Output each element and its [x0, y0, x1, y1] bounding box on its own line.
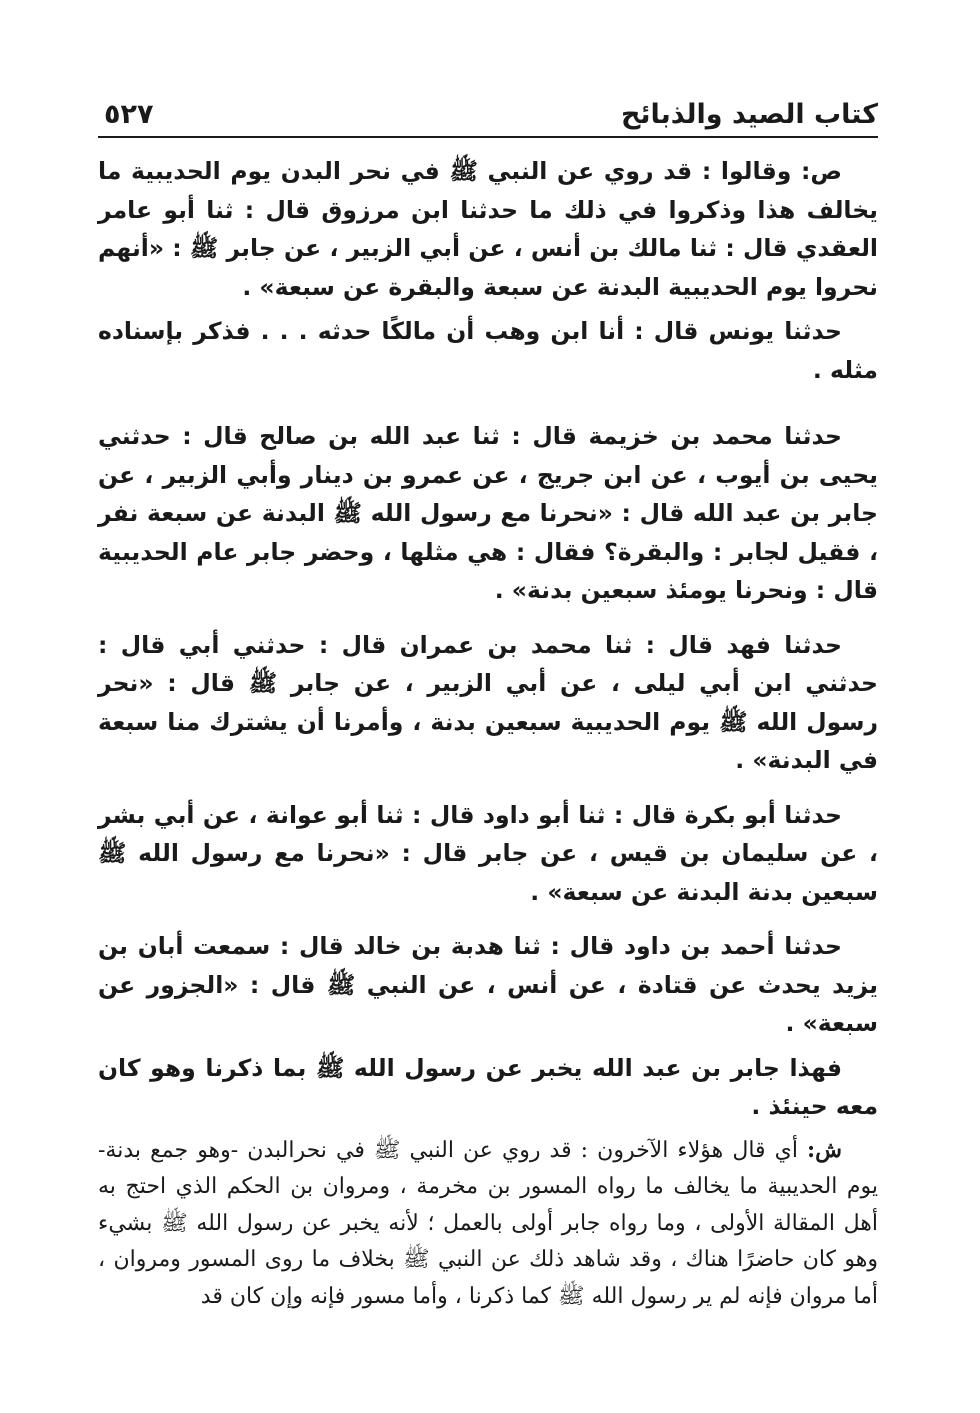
- paragraph-hadith-yunus: [98, 312, 878, 389]
- header-rule: [98, 136, 878, 138]
- running-header: [98, 88, 878, 130]
- paragraph-text: وقالوا : قد روي عن النبي ﷺ في نحر البدن يوم الحديبية ما يخالف هذا وذكروا في ذلك ما حدثنا ابن مرزوق قال : ثنا أبو عامر العقدي قال : ثنا مالك بن أنس ، عن أبي الزبير ، عن جابر ﷺ : «أنهم نحروا يوم الحديبية البدنة عن سبعة والبقرة عن سبعة» .: [98, 157, 878, 301]
- paragraph-matn-1: [98, 152, 878, 306]
- paragraph-text: حدثنا فهد قال : ثنا محمد بن عمران قال : حدثني أبي قال : حدثني ابن أبي ليلى ، عن أبي الزبير ، عن جابر ﷺ قال : «نحر رسول الله ﷺ يوم الحديبية سبعين بدنة ، وأمرنا أن يشترك منا سبعة في البدنة» .: [98, 630, 878, 774]
- paragraph-conclusion: [98, 1049, 878, 1126]
- paragraph-hadith-abu-bakra: [98, 796, 878, 912]
- book-page: [98, 88, 878, 1388]
- matn-marker: ص:: [800, 157, 842, 185]
- paragraph-hadith-ahmad: [98, 927, 878, 1043]
- paragraph-hadith-khuzayma: [98, 417, 878, 610]
- paragraph-text: حدثنا محمد بن خزيمة قال : ثنا عبد الله بن صالح قال : حدثني يحيى بن أيوب ، عن ابن جريج ، عن عمرو بن دينار وأبي الزبير ، عن جابر بن عبد الله قال : «نحرنا مع رسول الله ﷺ البدنة عن سبعة نفر ، فقيل لجابر : والبقرة؟ فقال : هي مثلها ، وحضر جابر عام الحديبية قال : ونحرنا يومئذ سبعين بدنة» .: [98, 422, 878, 604]
- paragraph-text: حدثنا أبو بكرة قال : ثنا أبو داود قال : ثنا أبو عوانة ، عن أبي بشر ، عن سليمان بن قيس ، عن جابر قال : «نحرنا مع رسول الله ﷺ سبعين بدنة البدنة عن سبعة» .: [98, 800, 878, 906]
- page-body: [98, 152, 878, 1315]
- paragraph-text: حدثنا أحمد بن داود قال : ثنا هدبة بن خالد قال : سمعت أبان بن يزيد يحدث عن قتادة ، عن أنس ، عن النبي ﷺ قال : «الجزور عن سبعة» .: [98, 932, 878, 1037]
- page-number: ٥٢٧: [104, 99, 154, 130]
- paragraph-text: حدثنا يونس قال : أنا ابن وهب أن مالكًا حدثه . . . فذكر بإسناده مثله .: [98, 317, 878, 384]
- paragraph-text: أي قال هؤلاء الآخرون : قد روي عن النبي ﷺ في نحرالبدن -وهو جمع بدنة- يوم الحديبية ما يخالف ما رواه المسور بن مخرمة ، ومروان بن الحكم الذي احتج به أهل المقالة الأولى ، وما رواه جابر أولى بالعمل ؛ لأنه يخبر عن رسول الله ﷺ بشيء وهو كان حاضرًا هناك ، وقد شاهد ذلك عن النبي ﷺ بخلاف ما روى المسور ومروان ، أما مروان فإنه لم ير رسول الله ﷺ كما ذكرنا ، وأما مسور فإنه وإن كان قد: [98, 1137, 879, 1309]
- paragraph-text: فهذا جابر بن عبد الله يخبر عن رسول الله ﷺ بما ذكرنا وهو كان معه حينئذ .: [98, 1053, 878, 1120]
- paragraph-hadith-fahd: [98, 626, 878, 780]
- sharh-marker: ش:: [807, 1136, 842, 1163]
- running-head-title: كتاب الصيد والذبائح: [620, 99, 878, 130]
- paragraph-sharh: [98, 1132, 878, 1316]
